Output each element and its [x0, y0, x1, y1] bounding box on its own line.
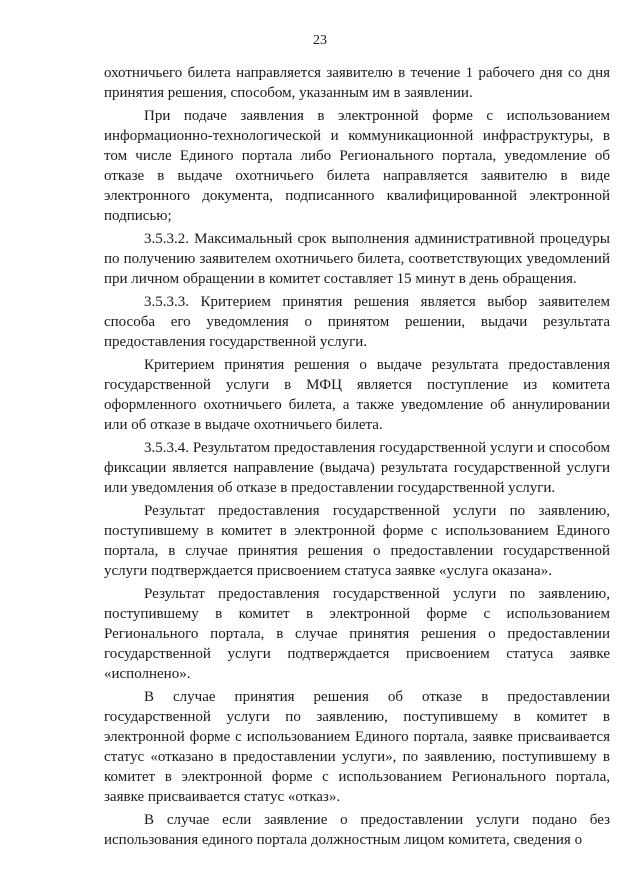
paragraph: 3.5.3.3. Критерием принятия решения является выбор заявителем способа его уведомления о принятом решении, выдачи результата предоставления государственной услуги.: [104, 294, 610, 350]
paragraph: 3.5.3.2. Максимальный срок выполнения административной процедуры по получению заявителем охотничьего билета, соответствующих уведомлений при личном обращении в комитет составляет 15 минут в день обращения.: [104, 231, 610, 287]
paragraph: 3.5.3.4. Результатом предоставления государственной услуги и способом фиксации является направление (выдача) результата государственной услуги или уведомления об отказе в предоставлении государственной услуги.: [104, 440, 610, 497]
paragraph: охотничьего билета направляется заявителю в течение 1 рабочего дня со дня принятия решения, способом, указанным им в заявлении.: [104, 65, 610, 101]
document-body: [104, 64, 610, 854]
paragraph: Критерием принятия решения о выдаче результата предоставления государственной услуги в МФЦ является поступление из комитета оформленного охотничьего билета, а также уведомление об аннулировании или об отказе в выдаче охотничьего билета.: [104, 357, 610, 433]
paragraph: Результат предоставления государственной услуги по заявлению, поступившему в комитет в электронной форме с использованием Регионального портала, в случае принятия решения о предоставлении государственной услуги подтверждается присвоением статуса заявке «исполнено».: [104, 586, 610, 683]
paragraph: Результат предоставления государственной услуги по заявлению, поступившему в комитет в электронной форме с использованием Единого портала, в случае принятия решения о предоставлении государственной услуги подтверждается присвоением статуса заявке «услуга оказана».: [104, 503, 610, 580]
paragraph: В случае если заявление о предоставлении услуги подано без использования единого портала должностным лицом комитета, сведения о: [104, 812, 610, 849]
paragraph: При подаче заявления в электронной форме с использованием информационно-технологической и коммуникационной инфраструктуры, в том числе Единого портала либо Регионального портала, уведомление об отказе в выдаче охотничьего билета направляется заявителю в виде электронного документа, подписанного квалифицированной электронной подписью;: [104, 108, 610, 224]
page-number: 23: [313, 33, 327, 48]
paragraph: В случае принятия решения об отказе в предоставлении государственной услуги по заявлению, поступившему в комитет в электронной форме с использованием Единого портала, заявке присваивается статус «отказано в предоставлении услуги», по заявлению, поступившему в комитет в электронной форме с использованием Регионального портала, заявке присваивается статус «отказ».: [104, 689, 610, 805]
